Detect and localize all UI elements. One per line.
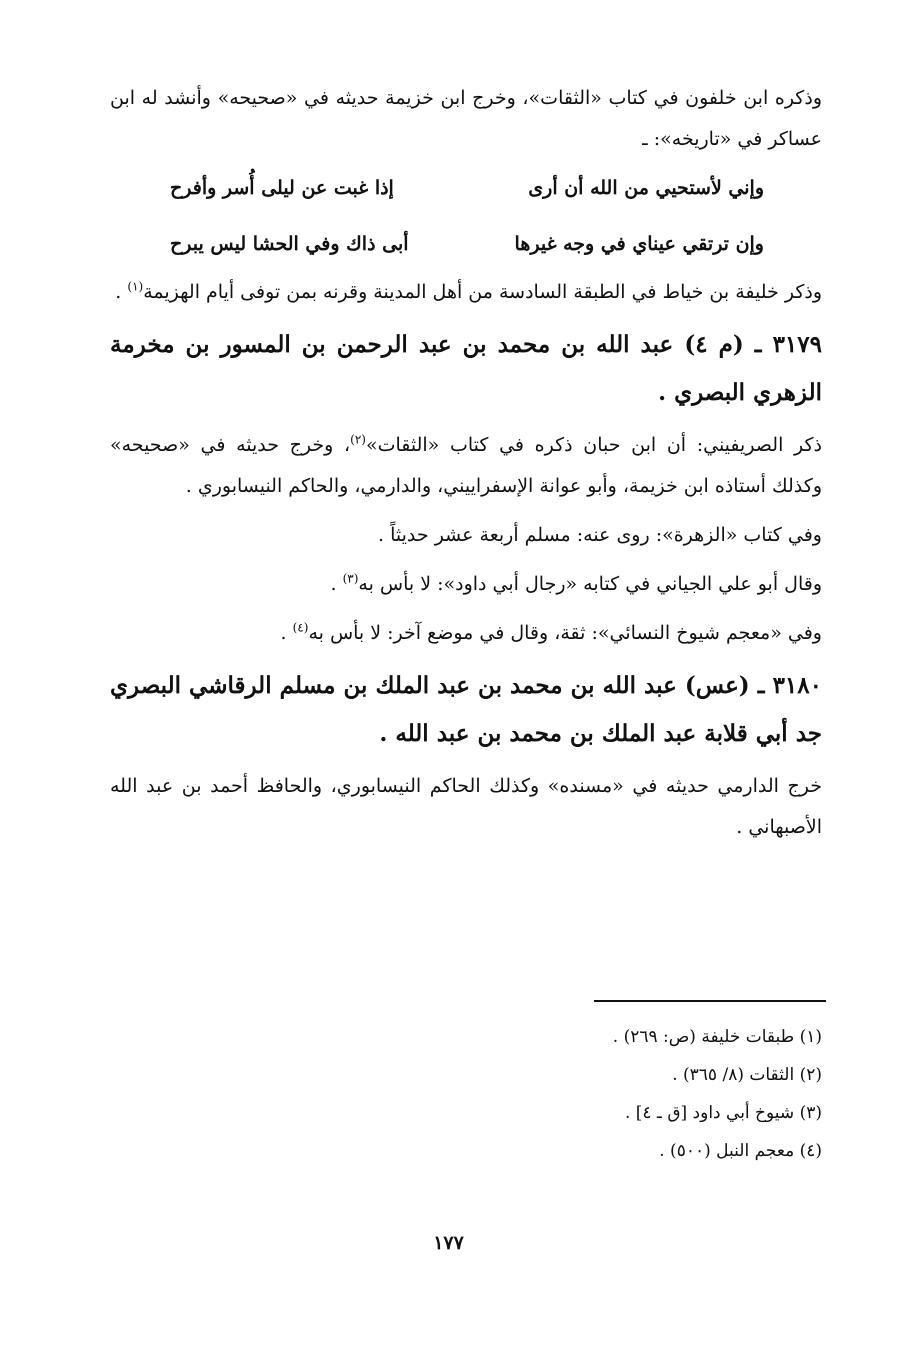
entry-3180-paragraph-1: خرج الدارمي حديثه في «مسنده» وكذلك الحاكم النيسابوري، والحافظ أحمد بن عبد الله الأصبهاني .: [110, 775, 822, 838]
verse-1-second-hemistich: إذا غبت عن ليلى أُسر وأفرح: [170, 177, 394, 199]
entry-3179-paragraph-4: وفي «معجم شيوخ النسائي»: ثقة، وقال في موضع آخر: لا بأس به$^{(٤)}$ .: [280, 620, 822, 644]
footnote-2: (٢) الثقات (٨/ ٣٦٥) .: [672, 1065, 822, 1085]
entry-3179-paragraph-3: وقال أبو علي الجياني في كتابه «رجال أبي داود»: لا بأس به$^{(٣)}$ .: [330, 571, 822, 595]
page-number: ١٧٧: [433, 1232, 464, 1254]
entry-3179-paragraph-2: وفي كتاب «الزهرة»: روى عنه: مسلم أربعة عشر حديثاً .: [378, 524, 822, 546]
footnote-4: (٤) معجم النبل (٥٠٠) .: [659, 1141, 822, 1161]
verse-2-first-hemistich: وإن ترتقي عيناي في وجه غيرها: [514, 233, 764, 255]
verse-2-second-hemistich: أبى ذاك وفي الحشا ليس يبرح: [170, 233, 409, 255]
footnote-ref-2: (٢): [350, 432, 366, 447]
entry-3179-heading: ٣١٧٩ ـ (م ٤) عبد الله بن محمد بن عبد الرحمن بن المسور بن مخرمة الزهري البصري .: [110, 331, 822, 406]
verse-1-first-hemistich: وإني لأستحيي من الله أن أرى: [528, 177, 764, 199]
footnote-1: (١) طبقات خليفة (ص: ٢٦٩) .: [612, 1027, 822, 1047]
footnote-ref-3: (٣): [342, 571, 359, 586]
khalifa-paragraph: وذكر خليفة بن خياط في الطبقة السادسة من أهل المدينة وقرنه بمن توفى أيام الهزيمة$^{(١)}$ .: [115, 279, 822, 303]
footnote-ref-4: (٤): [292, 620, 309, 635]
entry-3179-paragraph-1: ذكر الصريفيني: أن ابن حبان ذكره في كتاب «الثقات»$^{(٢)}$، وخرج حديثه في «صحيحه» وكذلك أستاذه ابن خزيمة، وأبو عوانة الإسفراييني، والدارمي، والحاكم النيسابوري .: [110, 432, 822, 497]
footnotes: [110, 1018, 822, 1170]
footnote-ref-1: (١): [127, 279, 144, 294]
intro-paragraph: وذكره ابن خلفون في كتاب «الثقات»، وخرج ابن خزيمة حديثه في «صحيحه» وأنشد له ابن عساكر في «تاريخه»: ـ: [110, 87, 822, 150]
entry-3180-heading: ٣١٨٠ ـ (عس) عبد الله بن محمد بن عبد الملك بن مسلم الرقاشي البصري جد أبي قلابة عبد الملك بن محمد بن عبد الله .: [110, 672, 822, 747]
footnote-3: (٣) شيوخ أبي داود [ق ـ ٤] .: [624, 1103, 822, 1123]
